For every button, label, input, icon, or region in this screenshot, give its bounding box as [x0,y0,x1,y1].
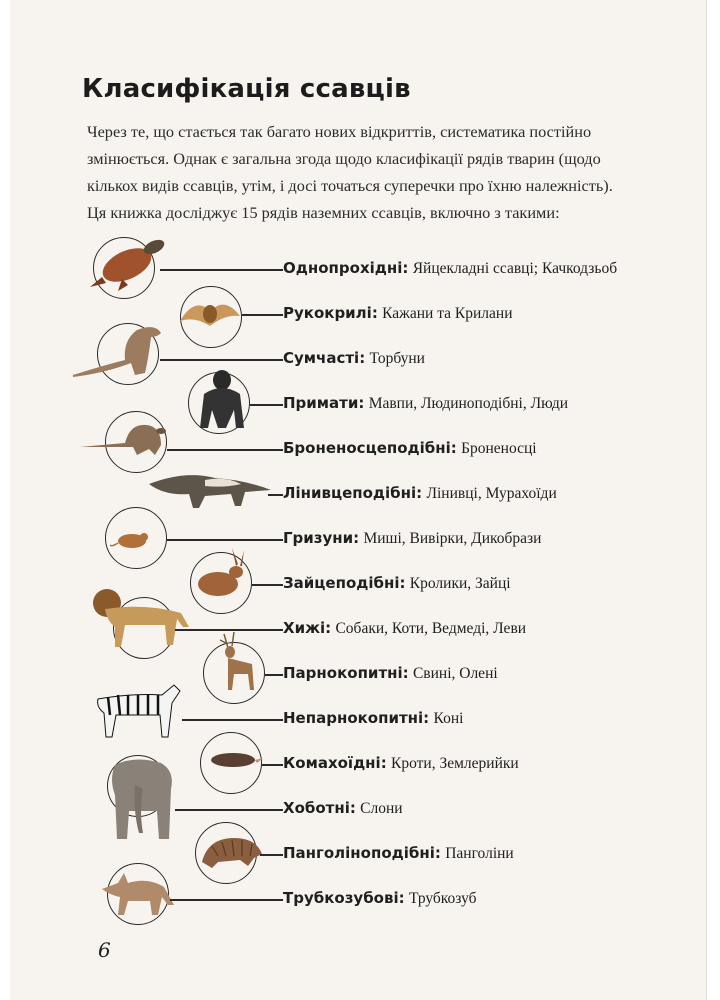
order-label [283,754,519,773]
leader-line [252,584,283,586]
leader-line [160,359,283,361]
order-examples: Миші, Вивірки, Дикобрази [363,530,542,547]
order-label [283,529,541,548]
mouse-icon [110,527,170,553]
order-name: Броненосцеподібні: [283,439,457,457]
order-label [283,619,526,638]
order-label [283,259,617,278]
intro-line: кількох видів ссавців, утім, і досі точаться суперечки про їхню належність). [87,176,613,195]
lion-icon [85,585,195,655]
order-name: Рукокрилі: [283,304,378,322]
intro-line: змінюється. Однак є загальна згода щодо класифікації рядів тварин (щодо [87,149,601,168]
order-examples: Торбуни [369,350,425,367]
page-number: 6 [98,938,111,962]
leader-line [175,809,283,811]
order-row [10,255,706,285]
order-examples: Кролики, Зайці [409,575,511,592]
order-label [283,709,463,728]
intro-line: Через те, що стається так багато нових відкриттів, систематика постійно [87,122,592,141]
order-name: Парнокопитні: [283,664,409,682]
book-page [10,0,707,1000]
aardvark-icon [98,869,178,919]
order-name: Примати: [283,394,365,412]
intro-paragraph [87,118,677,226]
bat-icon [170,286,250,336]
leader-line [260,854,283,856]
order-examples: Мавпи, Людиноподібні, Люди [368,395,569,412]
leader-line [170,899,283,901]
platypus-icon [82,225,172,305]
order-label [283,574,511,593]
order-row [10,480,706,510]
order-examples: Трубкозуб [408,890,477,907]
zebra-icon [92,675,182,745]
order-name: Панголіноподібні: [283,844,441,862]
gorilla-icon [190,366,250,436]
order-row [10,615,706,645]
order-label [283,394,568,413]
order-row [10,345,706,375]
order-name: Непарнокопитні: [283,709,430,727]
order-examples: Собаки, Коти, Ведмеді, Леви [335,620,527,637]
order-row [10,795,706,825]
pangolin-icon [198,832,268,872]
order-examples: Панголіни [445,845,514,862]
order-name: Хоботні: [283,799,356,817]
order-row [10,840,706,870]
order-label [283,484,557,503]
order-name: Зайцеподібні: [283,574,406,592]
leader-line [167,449,283,451]
mole-icon [205,748,265,772]
order-name: Хижі: [283,619,332,637]
leader-line [242,314,283,316]
hare-icon [188,546,258,606]
armadillo-icon [75,415,175,465]
order-label [283,304,513,323]
order-label [283,889,477,908]
leader-line [265,674,283,676]
order-examples: Кажани та Крилани [382,305,513,322]
leader-line [262,764,283,766]
order-row [10,525,706,555]
order-examples: Свині, Олені [412,665,498,682]
order-row [10,885,706,915]
order-examples: Лінивці, Мурахоїди [426,485,557,502]
page-title: Класифікація ссавців [82,74,411,104]
order-name: Гризуни: [283,529,360,547]
order-row [10,435,706,465]
leader-line [268,494,283,496]
order-label [283,664,498,683]
order-row [10,705,706,735]
order-name: Трубкозубові: [283,889,405,907]
leader-line [182,719,283,721]
order-name: Комахоїдні: [283,754,387,772]
leader-line [167,539,283,541]
leader-line [160,269,283,271]
leader-line [250,404,283,406]
order-examples: Яйцекладні ссавці; Качкодзьоб [412,260,618,277]
order-label [283,844,514,863]
order-label [283,349,425,368]
order-label [283,439,537,458]
order-name: Сумчасті: [283,349,366,367]
order-name: Лінивцеподібні: [283,484,423,502]
order-examples: Слони [360,800,403,817]
elephant-icon [105,755,180,845]
order-examples: Коні [433,710,464,727]
order-examples: Кроти, Землерийки [391,755,519,772]
order-examples: Броненосці [461,440,537,457]
intro-line: Ця книжка досліджує 15 рядів наземних ссавців, включно з такими: [87,203,560,222]
anteater-icon [145,470,275,515]
order-name: Однопрохідні: [283,259,409,277]
order-label [283,799,403,818]
kangaroo-icon [65,315,175,385]
deer-icon [206,630,266,700]
